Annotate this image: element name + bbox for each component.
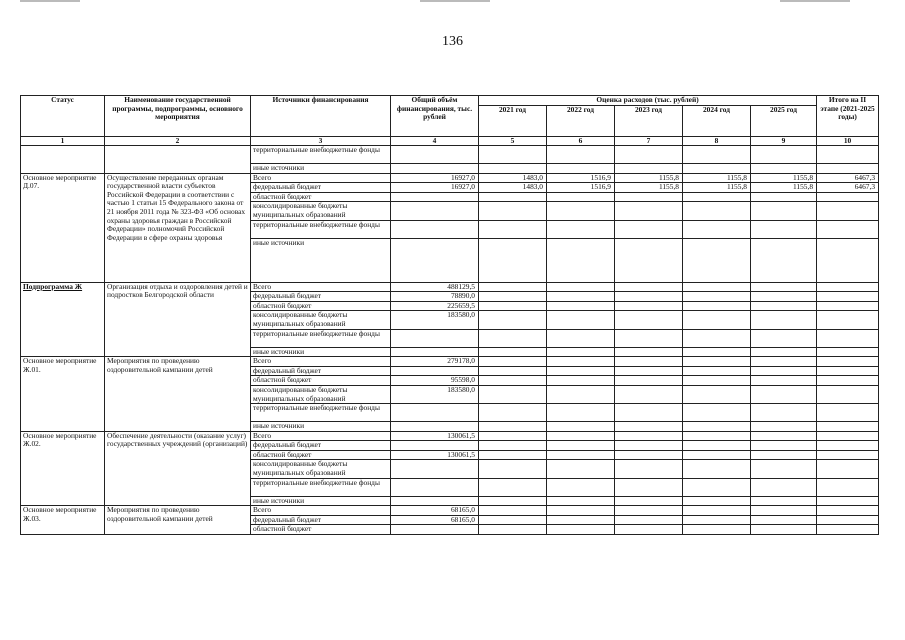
status-cell: Основное мероприятие Ж.03. (21, 506, 105, 535)
year-amount-cell (683, 460, 751, 478)
year-amount-cell (479, 366, 547, 376)
stage-total-cell (817, 202, 879, 220)
year-amount-cell (683, 220, 751, 238)
total-amount-cell (391, 146, 479, 164)
column-number: 5 (479, 137, 547, 146)
year-amount-cell (547, 301, 615, 311)
year-amount-cell (615, 282, 683, 292)
year-amount-cell (683, 282, 751, 292)
funding-source-cell: федеральный бюджет (251, 366, 391, 376)
year-amount-cell (547, 496, 615, 506)
year-amount-cell (479, 282, 547, 292)
stage-total-cell (817, 329, 879, 347)
year-amount-cell (751, 301, 817, 311)
total-amount-cell (391, 441, 479, 451)
year-amount-cell (547, 431, 615, 441)
funding-source-cell: Всего (251, 357, 391, 367)
year-amount-cell (615, 347, 683, 357)
funding-source-cell: территориальные внебюджетные фонды (251, 329, 391, 347)
table-row (21, 146, 879, 164)
year-amount-cell (751, 460, 817, 478)
year-amount-cell (479, 311, 547, 329)
year-amount-cell (479, 357, 547, 367)
stage-total-cell (817, 292, 879, 302)
year-amount-cell (683, 431, 751, 441)
funding-source-cell: территориальные внебюджетные фонды (251, 220, 391, 238)
column-number: 7 (615, 137, 683, 146)
year-amount-cell (547, 192, 615, 202)
year-amount-cell: 1155,8 (615, 183, 683, 193)
year-amount-cell (683, 376, 751, 386)
year-amount-cell (547, 450, 615, 460)
year-amount-cell (751, 329, 817, 347)
year-amount-cell (615, 404, 683, 422)
program-name-cell: Обеспечение деятельности (оказание услуг) государственных учреждений (организаций) (105, 431, 251, 506)
year-amount-cell (751, 422, 817, 432)
year-amount-cell (615, 329, 683, 347)
year-amount-cell (547, 329, 615, 347)
year-amount-cell (547, 385, 615, 403)
year-amount-cell (615, 460, 683, 478)
year-amount-cell (683, 404, 751, 422)
stage-total-cell (817, 366, 879, 376)
year-amount-cell (683, 385, 751, 403)
year-amount-cell (683, 329, 751, 347)
year-amount-cell (547, 146, 615, 164)
funding-source-cell: областной бюджет (251, 450, 391, 460)
year-amount-cell (615, 192, 683, 202)
header-total: Общий объём финансирования, тыс. рублей (391, 96, 479, 137)
year-amount-cell (615, 478, 683, 496)
year-amount-cell (683, 441, 751, 451)
year-amount-cell (751, 525, 817, 535)
year-amount-cell (751, 515, 817, 525)
year-amount-cell (751, 366, 817, 376)
year-amount-cell (683, 422, 751, 432)
year-amount-cell (547, 525, 615, 535)
funding-source-cell: Всего (251, 173, 391, 183)
total-amount-cell (391, 347, 479, 357)
total-amount-cell (391, 460, 479, 478)
scan-edge-mark (420, 0, 490, 2)
year-amount-cell (751, 496, 817, 506)
year-amount-cell (615, 525, 683, 535)
year-amount-cell (479, 164, 547, 174)
year-amount-cell (547, 164, 615, 174)
funding-source-cell: федеральный бюджет (251, 515, 391, 525)
column-number: 6 (547, 137, 615, 146)
year-amount-cell (479, 506, 547, 516)
column-number: 9 (751, 137, 817, 146)
year-amount-cell: 1155,8 (615, 173, 683, 183)
stage-total-cell (817, 347, 879, 357)
funding-source-cell: территориальные внебюджетные фонды (251, 478, 391, 496)
year-amount-cell (547, 202, 615, 220)
year-amount-cell (683, 515, 751, 525)
year-amount-cell (479, 238, 547, 282)
header-stage-total: Итого на II этапе (2021-2025 годы) (817, 96, 879, 137)
funding-source-cell: консолидированные бюджеты муниципальных образований (251, 311, 391, 329)
year-amount-cell (683, 164, 751, 174)
budget-table (20, 95, 879, 535)
status-cell: Подпрограмма Ж (21, 282, 105, 357)
funding-source-cell: областной бюджет (251, 525, 391, 535)
stage-total-cell (817, 496, 879, 506)
year-amount-cell (615, 441, 683, 451)
funding-source-cell: иные источники (251, 422, 391, 432)
funding-source-cell: федеральный бюджет (251, 292, 391, 302)
table-row (21, 173, 879, 183)
year-amount-cell (751, 311, 817, 329)
header-estimate: Оценка расходов (тыс. рублей) (479, 96, 817, 106)
funding-source-cell: федеральный бюджет (251, 441, 391, 451)
year-amount-cell (547, 404, 615, 422)
total-amount-cell: 279178,0 (391, 357, 479, 367)
year-amount-cell (547, 292, 615, 302)
year-amount-cell (479, 478, 547, 496)
total-amount-cell (391, 164, 479, 174)
scan-edge-mark (20, 0, 80, 2)
status-cell: Основное мероприятие Ж.02. (21, 431, 105, 506)
total-amount-cell: 16927,0 (391, 183, 479, 193)
year-amount-cell: 1155,8 (751, 183, 817, 193)
year-amount-cell (683, 311, 751, 329)
year-amount-cell (479, 441, 547, 451)
stage-total-cell (817, 220, 879, 238)
year-amount-cell (479, 422, 547, 432)
year-amount-cell (479, 292, 547, 302)
year-amount-cell (479, 496, 547, 506)
stage-total-cell: 6467,3 (817, 173, 879, 183)
year-amount-cell (751, 441, 817, 451)
stage-total-cell (817, 515, 879, 525)
year-amount-cell (479, 192, 547, 202)
stage-total-cell (817, 146, 879, 164)
funding-source-cell: иные источники (251, 347, 391, 357)
year-amount-cell (751, 238, 817, 282)
year-amount-cell (751, 347, 817, 357)
stage-total-cell (817, 422, 879, 432)
scan-edge-mark (780, 0, 850, 2)
year-amount-cell (683, 238, 751, 282)
stage-total-cell (817, 525, 879, 535)
year-amount-cell (751, 431, 817, 441)
stage-total-cell (817, 441, 879, 451)
total-amount-cell (391, 192, 479, 202)
year-amount-cell (547, 238, 615, 282)
total-amount-cell: 183580,0 (391, 385, 479, 403)
status-cell: Основное мероприятие Ж.01. (21, 357, 105, 432)
funding-source-cell: Всего (251, 431, 391, 441)
year-amount-cell (683, 292, 751, 302)
column-number: 4 (391, 137, 479, 146)
total-amount-cell (391, 366, 479, 376)
year-amount-cell (615, 385, 683, 403)
funding-source-cell: территориальные внебюджетные фонды (251, 404, 391, 422)
year-amount-cell (683, 506, 751, 516)
year-amount-cell (683, 301, 751, 311)
year-amount-cell (615, 422, 683, 432)
total-amount-cell (391, 404, 479, 422)
year-amount-cell (751, 450, 817, 460)
year-amount-cell: 1155,8 (683, 173, 751, 183)
program-name-cell (105, 146, 251, 174)
year-amount-cell (615, 357, 683, 367)
total-amount-cell (391, 496, 479, 506)
year-amount-cell (479, 450, 547, 460)
year-amount-cell (479, 376, 547, 386)
year-amount-cell (683, 366, 751, 376)
stage-total-cell (817, 164, 879, 174)
total-amount-cell (391, 525, 479, 535)
column-number: 10 (817, 137, 879, 146)
total-amount-cell (391, 238, 479, 282)
stage-total-cell (817, 192, 879, 202)
year-amount-cell (547, 460, 615, 478)
stage-total-cell (817, 431, 879, 441)
year-amount-cell (683, 202, 751, 220)
year-amount-cell (547, 220, 615, 238)
year-amount-cell (683, 347, 751, 357)
table-row (21, 282, 879, 292)
year-amount-cell: 1516,9 (547, 173, 615, 183)
year-amount-cell (751, 282, 817, 292)
year-amount-cell (683, 525, 751, 535)
year-amount-cell (615, 450, 683, 460)
year-amount-cell (615, 311, 683, 329)
stage-total-cell (817, 385, 879, 403)
total-amount-cell: 488129,5 (391, 282, 479, 292)
header-year: 2024 год (683, 105, 751, 136)
year-amount-cell: 1483,0 (479, 183, 547, 193)
year-amount-cell (683, 496, 751, 506)
stage-total-cell (817, 404, 879, 422)
year-amount-cell (547, 366, 615, 376)
year-amount-cell (547, 357, 615, 367)
year-amount-cell (547, 441, 615, 451)
year-amount-cell (751, 164, 817, 174)
stage-total-cell (817, 301, 879, 311)
stage-total-cell (817, 450, 879, 460)
year-amount-cell (547, 311, 615, 329)
funding-source-cell: Всего (251, 506, 391, 516)
header-name: Наименование государственной программы, подпрограммы, основного мероприятия (105, 96, 251, 137)
year-amount-cell (479, 431, 547, 441)
stage-total-cell (817, 282, 879, 292)
total-amount-cell (391, 478, 479, 496)
total-amount-cell (391, 220, 479, 238)
year-amount-cell (751, 506, 817, 516)
page-number: 136 (442, 34, 463, 49)
total-amount-cell: 68165,0 (391, 515, 479, 525)
year-amount-cell (615, 146, 683, 164)
year-amount-cell (615, 431, 683, 441)
year-amount-cell (615, 366, 683, 376)
stage-total-cell (817, 238, 879, 282)
stage-total-cell (817, 478, 879, 496)
year-amount-cell (615, 515, 683, 525)
year-amount-cell (751, 192, 817, 202)
total-amount-cell: 78890,0 (391, 292, 479, 302)
year-amount-cell (615, 496, 683, 506)
total-amount-cell: 95598,0 (391, 376, 479, 386)
year-amount-cell (751, 292, 817, 302)
program-name-cell: Мероприятия по проведению оздоровительной кампании детей (105, 357, 251, 432)
year-amount-cell (547, 347, 615, 357)
year-amount-cell (615, 292, 683, 302)
header-status: Статус (21, 96, 105, 137)
year-amount-cell (479, 515, 547, 525)
year-amount-cell (751, 385, 817, 403)
year-amount-cell (547, 422, 615, 432)
stage-total-cell (817, 357, 879, 367)
total-amount-cell (391, 202, 479, 220)
status-cell: Основное мероприятие Д.07. (21, 173, 105, 282)
year-amount-cell: 1155,8 (751, 173, 817, 183)
header-year: 2021 год (479, 105, 547, 136)
total-amount-cell: 130061,5 (391, 450, 479, 460)
total-amount-cell (391, 422, 479, 432)
header-sources: Источники финансирования (251, 96, 391, 137)
year-amount-cell (615, 202, 683, 220)
year-amount-cell (615, 220, 683, 238)
total-amount-cell: 225659,5 (391, 301, 479, 311)
year-amount-cell (615, 376, 683, 386)
program-name-cell: Мероприятия по проведению оздоровительной кампании детей (105, 506, 251, 535)
funding-source-cell: иные источники (251, 496, 391, 506)
year-amount-cell (683, 146, 751, 164)
year-amount-cell (751, 202, 817, 220)
total-amount-cell: 68165,0 (391, 506, 479, 516)
stage-total-cell: 6467,3 (817, 183, 879, 193)
funding-source-cell: консолидированные бюджеты муниципальных образований (251, 460, 391, 478)
year-amount-cell: 1516,9 (547, 183, 615, 193)
column-number: 3 (251, 137, 391, 146)
column-number: 1 (21, 137, 105, 146)
funding-source-cell: областной бюджет (251, 192, 391, 202)
year-amount-cell (479, 202, 547, 220)
funding-source-cell: консолидированные бюджеты муниципальных образований (251, 202, 391, 220)
total-amount-cell: 183580,0 (391, 311, 479, 329)
stage-total-cell (817, 506, 879, 516)
stage-total-cell (817, 460, 879, 478)
year-amount-cell (547, 515, 615, 525)
year-amount-cell (751, 376, 817, 386)
header-year: 2023 год (615, 105, 683, 136)
year-amount-cell (751, 146, 817, 164)
year-amount-cell: 1483,0 (479, 173, 547, 183)
year-amount-cell (615, 506, 683, 516)
funding-source-cell: областной бюджет (251, 301, 391, 311)
year-amount-cell (547, 282, 615, 292)
stage-total-cell (817, 311, 879, 329)
year-amount-cell (479, 146, 547, 164)
funding-source-cell: федеральный бюджет (251, 183, 391, 193)
year-amount-cell (751, 404, 817, 422)
year-amount-cell (683, 192, 751, 202)
column-number: 8 (683, 137, 751, 146)
table-row (21, 431, 879, 441)
funding-source-cell: территориальные внебюджетные фонды (251, 146, 391, 164)
funding-source-cell: иные источники (251, 164, 391, 174)
year-amount-cell (683, 478, 751, 496)
year-amount-cell (547, 376, 615, 386)
funding-source-cell: областной бюджет (251, 376, 391, 386)
year-amount-cell (547, 506, 615, 516)
year-amount-cell (479, 385, 547, 403)
year-amount-cell (479, 329, 547, 347)
column-number-row (21, 137, 879, 146)
header-year: 2025 год (751, 105, 817, 136)
table-row (21, 357, 879, 367)
year-amount-cell (479, 220, 547, 238)
header-row (21, 96, 879, 106)
year-amount-cell (751, 357, 817, 367)
column-number: 2 (105, 137, 251, 146)
program-name-cell: Осуществление переданных органам государственной власти субъектов Российской Федерации в соответствии с частью 1 статьи 15 Федерального закона от 21 ноября 2011 года № 323-ФЗ «Об основах охраны здоровья граждан в Российской Федерации» полномочий Российской Федерации в сфере охраны здоровья (105, 173, 251, 282)
year-amount-cell (615, 238, 683, 282)
year-amount-cell (479, 404, 547, 422)
year-amount-cell (479, 525, 547, 535)
year-amount-cell (751, 220, 817, 238)
total-amount-cell: 130061,5 (391, 431, 479, 441)
funding-source-cell: консолидированные бюджеты муниципальных образований (251, 385, 391, 403)
table-body (21, 146, 879, 535)
year-amount-cell (479, 347, 547, 357)
header-year: 2022 год (547, 105, 615, 136)
funding-source-cell: Всего (251, 282, 391, 292)
total-amount-cell (391, 329, 479, 347)
table-row (21, 506, 879, 516)
funding-source-cell: иные источники (251, 238, 391, 282)
year-amount-cell (683, 357, 751, 367)
year-amount-cell (547, 478, 615, 496)
year-amount-cell (479, 460, 547, 478)
year-amount-cell: 1155,8 (683, 183, 751, 193)
year-amount-cell (479, 301, 547, 311)
year-amount-cell (683, 450, 751, 460)
year-amount-cell (615, 301, 683, 311)
year-amount-cell (615, 164, 683, 174)
status-cell (21, 146, 105, 174)
total-amount-cell: 16927,0 (391, 173, 479, 183)
stage-total-cell (817, 376, 879, 386)
year-amount-cell (751, 478, 817, 496)
program-name-cell: Организация отдыха и оздоровления детей и подростков Белгородской области (105, 282, 251, 357)
